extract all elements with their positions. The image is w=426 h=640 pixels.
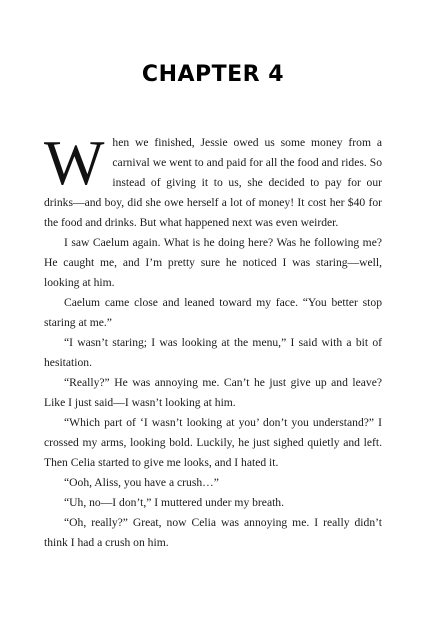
chapter-title: CHAPTER 4	[141, 62, 285, 87]
chapter-body	[44, 127, 382, 553]
paragraph-3: Caelum came close and leaned toward my face. “You better stop staring at me.”	[44, 296, 382, 329]
paragraph-2: I saw Caelum again. What is he doing here? Was he following me? He caught me, and I’m pretty sure he noticed I was staring—well, looking at him.	[44, 236, 382, 289]
drop-cap: W	[44, 127, 105, 198]
paragraph-9: “Oh, really?” Great, now Celia was annoying me. I really didn’t think I had a crush on him.	[44, 516, 382, 549]
paragraph-8: “Uh, no—I don’t,” I muttered under my breath.	[64, 496, 285, 509]
paragraph-6: “Which part of ‘I wasn’t looking at you’ don’t you understand?” I crossed my arms, looking bold. Luckily, he just sighed quietly and left. Then Celia started to give me looks, and I hated it.	[44, 416, 382, 469]
paragraph-1-text: hen we finished, Jessie owed us some money from a carnival we went to and paid for all the food and rides. So instead of giving it to us, she decided to pay for our drinks—and boy, did she owe herself a lot of money! It cost her $40 for the food and drinks. But what happened next was even weirder.	[44, 136, 382, 229]
paragraph-4: “I wasn’t staring; I was looking at the menu,” I said with a bit of hesitation.	[44, 336, 382, 369]
paragraph-7: “Ooh, Aliss, you have a crush…”	[64, 476, 219, 489]
paragraph-1	[44, 127, 382, 233]
paragraph-5: “Really?” He was annoying me. Can’t he just give up and leave? Like I just said—I wasn’t looking at him.	[44, 376, 382, 409]
